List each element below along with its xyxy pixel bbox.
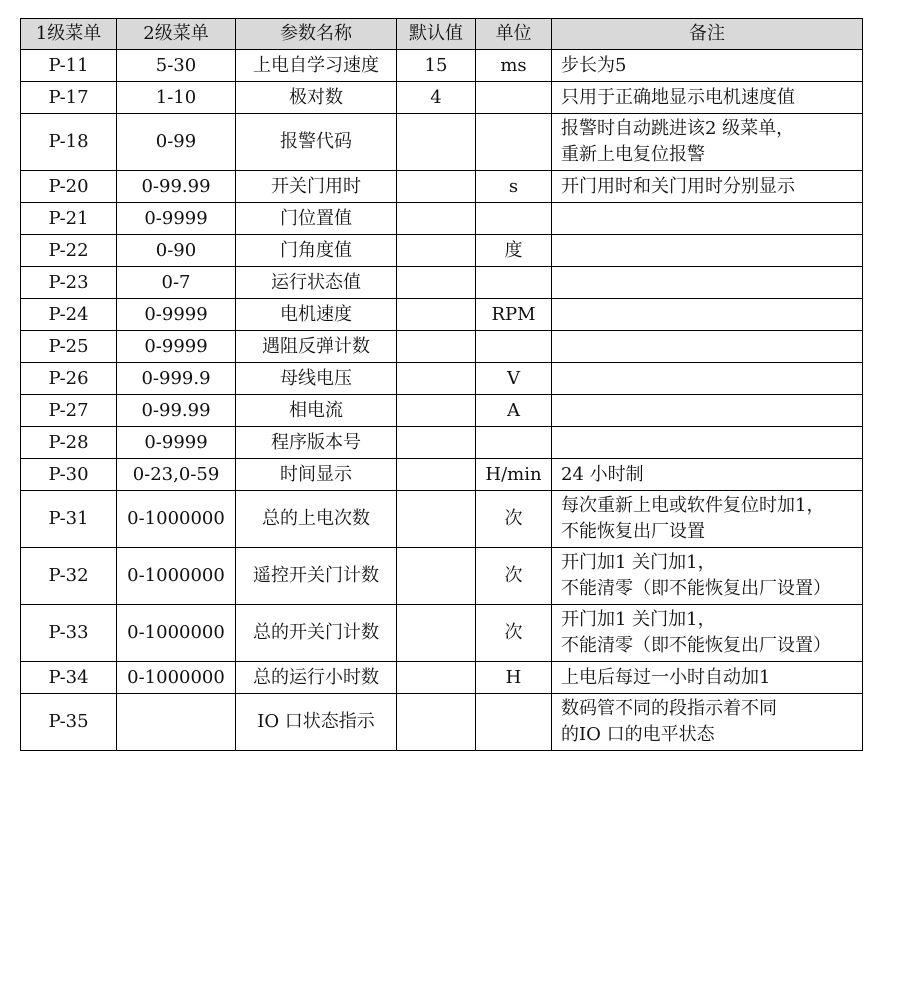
cell-unit: V: [476, 363, 552, 395]
cell-unit: H/min: [476, 459, 552, 491]
cell-note: [552, 395, 863, 427]
cell-note: [552, 662, 863, 694]
table-row: [21, 267, 863, 299]
note-line: 重新上电复位报警: [561, 144, 705, 165]
cell-unit: 次: [476, 548, 552, 605]
cell-menu2: 1-10: [117, 82, 236, 114]
table-header-row: [21, 19, 863, 50]
cell-note: [552, 363, 863, 395]
cell-default: [397, 114, 476, 171]
cell-param-name: 遇阻反弹计数: [236, 331, 397, 363]
cell-param-name: 开关门用时: [236, 171, 397, 203]
cell-default: [397, 299, 476, 331]
cell-menu2: 0-1000000: [117, 605, 236, 662]
parameter-table: [20, 18, 863, 751]
note-line: 数码管不同的段指示着不同: [561, 698, 777, 719]
cell-default: [397, 694, 476, 751]
cell-menu1: P-32: [21, 548, 117, 605]
cell-note: [552, 171, 863, 203]
table-row: [21, 331, 863, 363]
cell-menu2: [117, 694, 236, 751]
cell-note: [552, 299, 863, 331]
cell-param-name: 总的运行小时数: [236, 662, 397, 694]
cell-menu1: P-35: [21, 694, 117, 751]
table-row: [21, 605, 863, 662]
cell-menu1: P-21: [21, 203, 117, 235]
table-row: [21, 459, 863, 491]
cell-unit: ms: [476, 50, 552, 82]
cell-menu1: P-24: [21, 299, 117, 331]
table-row: [21, 114, 863, 171]
cell-note: [552, 605, 863, 662]
header-menu2: 2级菜单: [117, 19, 236, 50]
cell-param-name: 极对数: [236, 82, 397, 114]
note-line: 不能清零（即不能恢复出厂设置）: [561, 578, 831, 599]
cell-note: [552, 331, 863, 363]
cell-menu2: 5-30: [117, 50, 236, 82]
cell-default: [397, 605, 476, 662]
table-row: [21, 694, 863, 751]
table-row: [21, 50, 863, 82]
note-line: 开门加1 关门加1，: [561, 552, 716, 573]
header-param-name: 参数名称: [236, 19, 397, 50]
header-unit: 单位: [476, 19, 552, 50]
cell-unit: [476, 331, 552, 363]
cell-param-name: 总的开关门计数: [236, 605, 397, 662]
table-row: [21, 299, 863, 331]
note-line: 步长为5: [561, 54, 627, 76]
table-row: [21, 491, 863, 548]
cell-menu1: P-26: [21, 363, 117, 395]
cell-unit: [476, 114, 552, 171]
cell-unit: [476, 694, 552, 751]
cell-param-name: 电机速度: [236, 299, 397, 331]
cell-menu1: P-34: [21, 662, 117, 694]
cell-param-name: 程序版本号: [236, 427, 397, 459]
cell-menu2: 0-999.9: [117, 363, 236, 395]
table-body: [21, 50, 863, 751]
cell-default: 15: [397, 50, 476, 82]
table-row: [21, 548, 863, 605]
note-line: 只用于正确地显示电机速度值: [561, 86, 795, 108]
cell-default: [397, 267, 476, 299]
cell-param-name: 门角度值: [236, 235, 397, 267]
cell-default: [397, 395, 476, 427]
table-row: [21, 171, 863, 203]
cell-menu2: 0-1000000: [117, 662, 236, 694]
header-default: 默认值: [397, 19, 476, 50]
cell-default: [397, 331, 476, 363]
cell-menu1: P-17: [21, 82, 117, 114]
cell-note: [552, 114, 863, 171]
cell-menu2: 0-9999: [117, 299, 236, 331]
cell-param-name: 总的上电次数: [236, 491, 397, 548]
cell-menu1: P-30: [21, 459, 117, 491]
note-line: 开门用时和关门用时分别显示: [561, 175, 795, 197]
note-line: 开门加1 关门加1，: [561, 609, 716, 630]
cell-note: [552, 427, 863, 459]
cell-menu2: 0-9999: [117, 427, 236, 459]
cell-note: [552, 459, 863, 491]
cell-param-name: 门位置值: [236, 203, 397, 235]
cell-note: [552, 548, 863, 605]
cell-unit: 度: [476, 235, 552, 267]
cell-menu2: 0-99: [117, 114, 236, 171]
cell-note: [552, 82, 863, 114]
table-row: [21, 395, 863, 427]
cell-note: [552, 203, 863, 235]
cell-unit: [476, 427, 552, 459]
cell-note: [552, 50, 863, 82]
note-line: 上电后每过一小时自动加1: [561, 666, 771, 688]
cell-menu2: 0-1000000: [117, 548, 236, 605]
cell-param-name: 时间显示: [236, 459, 397, 491]
table-row: [21, 203, 863, 235]
cell-menu2: 0-90: [117, 235, 236, 267]
cell-menu1: P-11: [21, 50, 117, 82]
table-row: [21, 82, 863, 114]
table-row: [21, 235, 863, 267]
cell-menu1: P-25: [21, 331, 117, 363]
cell-menu1: P-20: [21, 171, 117, 203]
cell-unit: A: [476, 395, 552, 427]
note-line: 不能清零（即不能恢复出厂设置）: [561, 635, 831, 656]
cell-note: [552, 491, 863, 548]
cell-default: [397, 491, 476, 548]
cell-unit: 次: [476, 605, 552, 662]
cell-param-name: 相电流: [236, 395, 397, 427]
cell-param-name: 运行状态值: [236, 267, 397, 299]
cell-default: [397, 459, 476, 491]
table-row: [21, 427, 863, 459]
cell-note: [552, 235, 863, 267]
cell-menu2: 0-9999: [117, 203, 236, 235]
table-row: [21, 662, 863, 694]
cell-param-name: IO 口状态指示: [236, 694, 397, 751]
cell-default: [397, 235, 476, 267]
cell-unit: [476, 82, 552, 114]
cell-default: [397, 427, 476, 459]
header-note: 备注: [552, 19, 863, 50]
cell-menu2: 0-99.99: [117, 171, 236, 203]
cell-menu1: P-22: [21, 235, 117, 267]
table-row: [21, 363, 863, 395]
cell-param-name: 遥控开关门计数: [236, 548, 397, 605]
header-menu1: 1级菜单: [21, 19, 117, 50]
cell-menu1: P-27: [21, 395, 117, 427]
cell-param-name: 上电自学习速度: [236, 50, 397, 82]
cell-menu1: P-18: [21, 114, 117, 171]
cell-menu1: P-31: [21, 491, 117, 548]
cell-param-name: 母线电压: [236, 363, 397, 395]
cell-menu1: P-33: [21, 605, 117, 662]
cell-menu2: 0-9999: [117, 331, 236, 363]
cell-note: [552, 267, 863, 299]
cell-default: [397, 203, 476, 235]
cell-menu2: 0-1000000: [117, 491, 236, 548]
cell-unit: 次: [476, 491, 552, 548]
cell-default: 4: [397, 82, 476, 114]
cell-default: [397, 171, 476, 203]
cell-note: [552, 694, 863, 751]
cell-default: [397, 662, 476, 694]
cell-unit: s: [476, 171, 552, 203]
note-line: 报警时自动跳进该2 级菜单，: [561, 118, 795, 139]
cell-menu1: P-23: [21, 267, 117, 299]
cell-menu1: P-28: [21, 427, 117, 459]
cell-unit: RPM: [476, 299, 552, 331]
note-line: 的IO 口的电平状态: [561, 724, 715, 745]
note-line: 不能恢复出厂设置: [561, 521, 705, 542]
cell-unit: H: [476, 662, 552, 694]
cell-default: [397, 363, 476, 395]
cell-menu2: 0-7: [117, 267, 236, 299]
cell-menu2: 0-23,0-59: [117, 459, 236, 491]
cell-unit: [476, 203, 552, 235]
cell-default: [397, 548, 476, 605]
cell-menu2: 0-99.99: [117, 395, 236, 427]
cell-param-name: 报警代码: [236, 114, 397, 171]
cell-unit: [476, 267, 552, 299]
note-line: 每次重新上电或软件复位时加1，: [561, 495, 825, 516]
note-line: 24 小时制: [561, 463, 644, 485]
